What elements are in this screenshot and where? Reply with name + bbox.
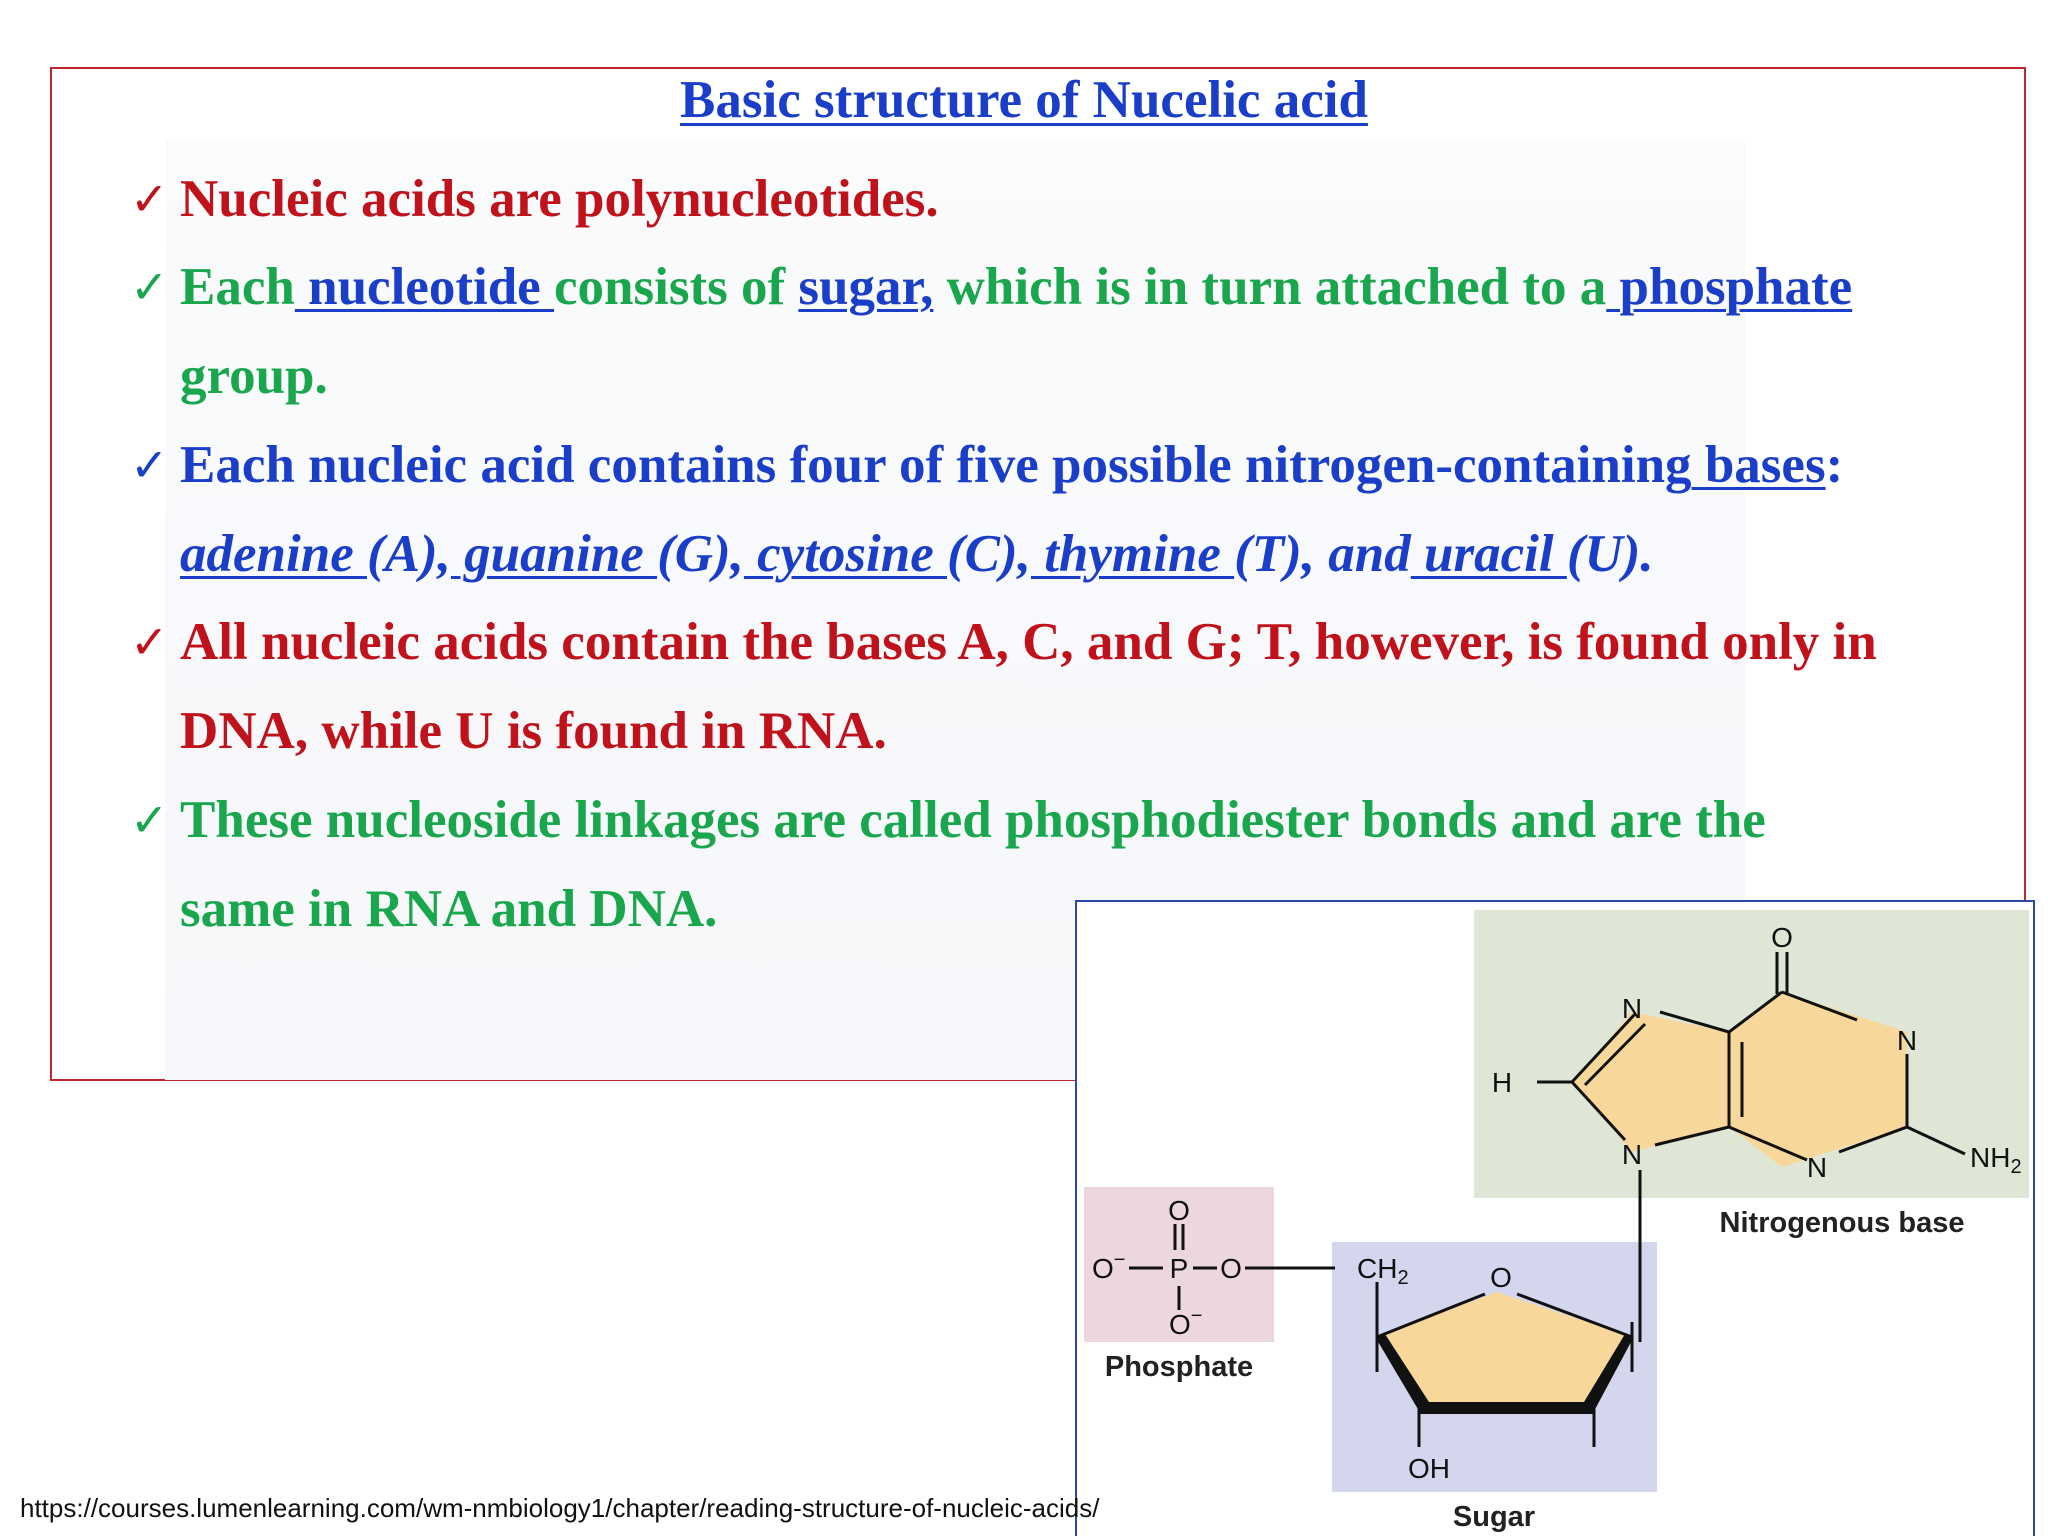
link-guanine[interactable]: guanine [450,525,658,583]
svg-text:H: H [1491,1067,1513,1098]
svg-text:N: N [1621,1139,1643,1170]
link-thymine[interactable]: thymine [1030,525,1235,583]
svg-text:O: O [1771,922,1793,953]
check-icon: ✓ [130,793,169,847]
link-nucleotide[interactable]: nucleotide [294,258,554,316]
link-sugar[interactable]: sugar, [798,258,934,316]
label-sugar: Sugar [1452,1501,1536,1533]
label-nitrogenous-base: Nitrogenous base [1719,1207,1965,1239]
label-phosphate: Phosphate [1104,1351,1254,1383]
link-uracil[interactable]: uracil [1410,525,1567,583]
svg-text:CH2: $CH_2$ [1357,1253,1409,1289]
source-url[interactable]: https://courses.lumenlearning.com/wm-nmbiology1/chapter/reading-structure-of-nucleic-acids/ [20,1493,1100,1523]
bullet-2-line-1: Each nucleotide consists of sugar, which is in turn attached to a phosphate [180,258,1853,316]
bullet-4-line-1: All nucleic acids contain the bases A, C, and G; T, however, is found only in [180,613,1877,671]
check-icon: ✓ [130,172,169,226]
link-adenine[interactable]: adenine [180,525,367,583]
check-icon: ✓ [130,260,169,314]
svg-text:OH: OH [1408,1453,1450,1484]
svg-text:O: O [1168,1195,1190,1226]
svg-text:N: N [1806,1152,1828,1183]
bullet-2-line-2: group. [180,347,328,405]
bullet-5-line-1: These nucleoside linkages are called phosphodiester bonds and are the [180,791,1766,849]
svg-text:O−: O− [1169,1305,1203,1340]
svg-text:O−: O− [1092,1249,1126,1284]
bullet-3-line-1: Each nucleic acid contains four of five possible nitrogen-containing bases: [180,436,1844,494]
nucleotide-diagram [1075,900,2035,1536]
svg-text:N: N [1621,993,1643,1024]
sugar-bold-bond [1419,1402,1594,1414]
link-phosphate[interactable]: phosphate [1606,258,1853,316]
nucleotide-structure-svg [1077,902,2037,1538]
svg-text:NH2: $NH_2$ [1970,1142,2022,1178]
bullet-3-line-2: adenine (A), guanine (G), cytosine (C), thymine (T), and uracil (U). [180,525,1654,583]
link-cytosine[interactable]: cytosine [743,525,948,583]
check-icon: ✓ [130,438,169,492]
svg-text:O: O [1220,1253,1242,1284]
bullet-1-text: Nucleic acids are polynucleotides. [180,170,939,228]
bullet-5-line-2: same in RNA and DNA. [180,880,718,938]
slide-title: Basic structure of Nucelic acid [680,71,1368,129]
link-bases[interactable]: bases [1691,436,1826,494]
svg-text:O: O [1490,1262,1512,1293]
svg-text:P: P [1169,1253,1189,1284]
svg-text:N: N [1896,1025,1918,1056]
bullet-4-line-2: DNA, while U is found in RNA. [180,702,887,760]
check-icon: ✓ [130,615,169,669]
